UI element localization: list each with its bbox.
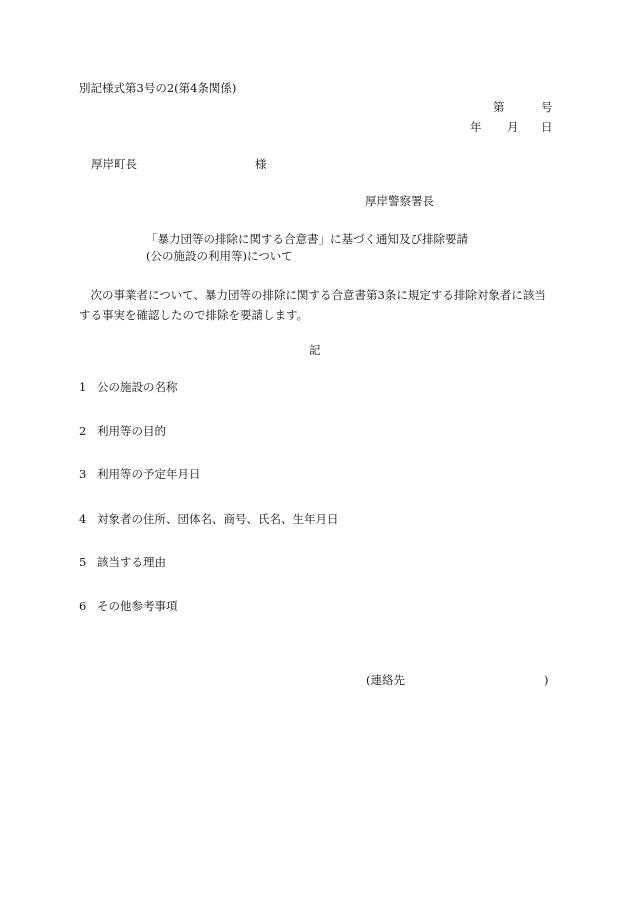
item-label: 利用等の目的 xyxy=(97,424,166,438)
body-text: 次の事業者について、暴力団等の排除に関する合意書第3条に規定する排除対象者に該当する事実を確認したので排除を要請します。 xyxy=(79,288,546,322)
item-number: 3 xyxy=(79,467,87,481)
item-number: 6 xyxy=(79,599,87,613)
item-number: 2 xyxy=(79,424,87,438)
item-label: その他参考事項 xyxy=(97,599,178,613)
doc-number-dai: 第 xyxy=(493,100,505,114)
sender: 厚岸警察署長 xyxy=(365,194,434,208)
addressee-honorific: 様 xyxy=(255,157,267,171)
date-month: 月 xyxy=(507,120,519,134)
date-day: 日 xyxy=(541,120,553,134)
item-5 xyxy=(79,555,166,569)
item-label: 公の施設の名称 xyxy=(97,380,178,394)
item-3 xyxy=(79,467,201,481)
item-number: 5 xyxy=(79,555,87,569)
item-1 xyxy=(79,380,178,394)
contact-close: ) xyxy=(544,673,549,687)
item-number: 4 xyxy=(79,512,87,526)
contact-open: (連絡先 xyxy=(366,673,405,687)
item-number: 1 xyxy=(79,380,87,394)
form-label: 別記様式第3号の2(第4条関係) xyxy=(79,81,237,95)
item-2 xyxy=(79,424,166,438)
item-4 xyxy=(79,512,339,526)
item-6 xyxy=(79,599,178,613)
item-label: 利用等の予定年月日 xyxy=(97,467,201,481)
doc-number-go: 号 xyxy=(541,100,553,114)
date-year: 年 xyxy=(470,120,482,134)
ki-heading: 記 xyxy=(309,343,321,357)
subject-line-2: (公の施設の利用等)について xyxy=(146,249,293,263)
item-label: 該当する理由 xyxy=(97,555,166,569)
subject-line-1: 「暴力団等の排除に関する合意書」に基づく通知及び排除要請 xyxy=(146,232,468,246)
addressee-name: 厚岸町長 xyxy=(91,157,137,171)
item-label: 対象者の住所、団体名、商号、氏名、生年月日 xyxy=(97,512,339,526)
